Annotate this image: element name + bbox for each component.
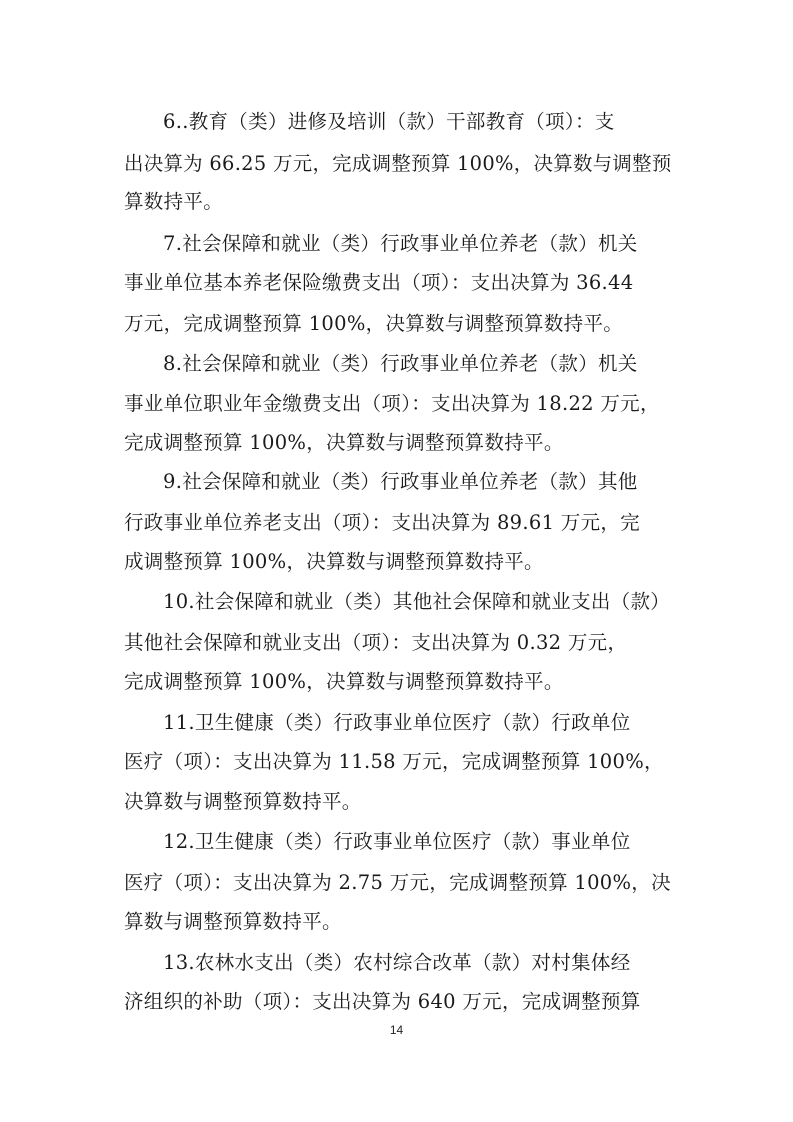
- paragraph-11-line-3: 决算数与调整预算数持平。: [124, 790, 362, 813]
- paragraph-8-line-1: 8.社会保障和就业（类）行政事业单位养老（款）机关: [163, 352, 638, 375]
- paragraph-13-line-1: 13.农林水支出（类）农村综合改革（款）对村集体经: [163, 951, 631, 974]
- paragraph-6-line-1: 6..教育（类）进修及培训（款）干部教育（项）：支: [163, 110, 615, 133]
- paragraph-10-line-2: 其他社会保障和就业支出（项）：支出决算为 0.32 万元，: [124, 631, 628, 654]
- paragraph-7-line-3: 万元，完成调整预算 100%，决算数与调整预算数持平。: [124, 312, 624, 335]
- paragraph-10-line-1: 10.社会保障和就业（类）其他社会保障和就业支出（款）: [163, 590, 671, 613]
- paragraph-9-line-1: 9.社会保障和就业（类）行政事业单位养老（款）其他: [163, 470, 638, 493]
- paragraph-12-line-3: 算数与调整预算数持平。: [124, 910, 342, 933]
- paragraph-11-line-1: 11.卫生健康（类）行政事业单位医疗（款）行政单位: [163, 711, 631, 734]
- paragraph-8-line-2: 事业单位职业年金缴费支出（项）：支出决算为 18.22 万元，: [124, 392, 660, 415]
- paragraph-8-line-3: 完成调整预算 100%，决算数与调整预算数持平。: [124, 431, 564, 454]
- paragraph-9-line-3: 成调整预算 100%，决算数与调整预算数持平。: [124, 550, 544, 573]
- paragraph-10-line-3: 完成调整预算 100%，决算数与调整预算数持平。: [124, 670, 564, 693]
- paragraph-6-line-3: 算数持平。: [124, 190, 224, 213]
- paragraph-12-line-1: 12.卫生健康（类）行政事业单位医疗（款）事业单位: [163, 830, 631, 853]
- paragraph-9-line-2: 行政事业单位养老支出（项）：支出决算为 89.61 万元，完: [124, 511, 640, 534]
- paragraph-11-line-2: 医疗（项）：支出决算为 11.58 万元，完成调整预算 100%，: [124, 750, 664, 773]
- paragraph-12-line-2: 医疗（项）：支出决算为 2.75 万元，完成调整预算 100%，决: [124, 871, 671, 894]
- paragraph-13-line-2: 济组织的补助（项）：支出决算为 640 万元，完成调整预算: [124, 990, 641, 1013]
- paragraph-6-line-2: 出决算为 66.25 万元，完成调整预算 100%，决算数与调整预: [124, 152, 672, 175]
- paragraph-7-line-1: 7.社会保障和就业（类）行政事业单位养老（款）机关: [163, 232, 638, 255]
- paragraph-7-line-2: 事业单位基本养老保险缴费支出（项）：支出决算为 36.44: [124, 271, 634, 294]
- page-number: 14: [389, 1023, 404, 1037]
